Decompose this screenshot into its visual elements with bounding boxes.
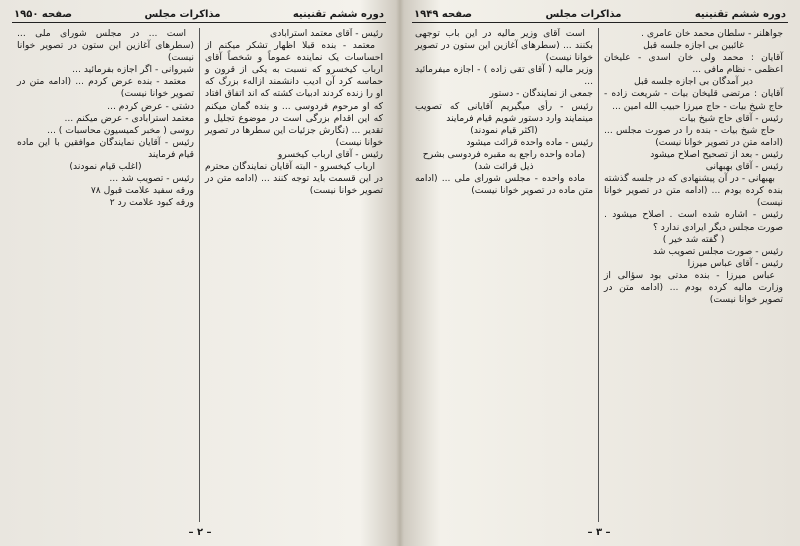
text-paragraph: ماده واحده - مجلس شورای ملی ... (ادامه متن ماده در تصویر خوانا نیست) [415,173,593,197]
text-line: رئیس - آقای بهبهانی [705,161,783,173]
right-page-number: صفحه ۱۹۴۹ [414,8,473,20]
text-paragraph: ارباب کیخسرو - البته آقایان نمایندگان محترم در این قسمت باید توجه کنند ... (ادامه متن در تصویر خوانا نیست) [205,161,383,197]
text-line: رئیس - آقایان نمایندگان موافقین با این ماده قیام فرمایند [17,136,194,160]
left-page-left-column [12,28,200,522]
text-line: (اکثر قیام نمودند) [470,124,538,136]
text-line: دشتی - عرض کردم ... [107,100,194,112]
text-line: روسی ( مخبر کمیسیون محاسبات ) ... [47,124,194,136]
text-paragraph: است ... در مجلس شورای ملی ... (سطرهای آغازین این ستون در تصویر خوانا نیست) [17,28,194,64]
text-paragraph: معتمد - بنده عرض کردم ... (ادامه متن در تصویر خوانا نیست) [17,76,194,100]
text-paragraph: آقایان : محمد ولی خان اسدی - علیخان اعظمی - نظام مافی ... [604,52,783,76]
text-line: معتمد استرابادی - عرض میکنم ... [64,112,194,124]
text-line: رئیس - ماده واحده قرائت میشود [466,136,593,148]
text-line: دیر آمدگان بی اجازه جلسه قبل [634,76,753,88]
left-page-right-column [200,28,388,522]
left-page-header [12,6,386,23]
text-line: (ماده واحده راجع به مقبره فردوسی بشرح ذیل قرائت شد) [422,148,586,173]
text-paragraph: معتمد - بنده قبلا اظهار تشکر میکنم از احساسات یک نماینده عموماً و شخصاً آقای ارباب کیخسرو که نسبت به یکی از قرون و حماسه کرد آن ادیب دانشمند ازالهء بزرگ که او را زنده کردند ادبیات کشته که اند اتفاق افتاد که او مرحوم فردوسی ... و بنده گمان میکنم که این اقدام بزرگی است در موضوع تجلیل و تقدیر ... (نگارش جزئیات این سطرها در تصویر خوانا نیست) [205,40,383,148]
left-center-title: مذاکرات مجلس [144,8,221,20]
right-page [406,6,792,540]
text-line: (اغلب قیام نمودند) [69,161,142,173]
text-paragraph: بهبهانی - در آن پیشنهادی که در جلسه گذشته بنده کرده بودم ... (ادامه متن در تصویر خوانا نیست) [604,173,783,209]
text-line: شیروانی - اگر اجازه بفرمائید ... [72,64,194,76]
text-paragraph: حاج شیخ بیات - بنده را در صورت مجلس ... (ادامه متن در تصویر خوانا نیست) [604,124,783,148]
text-paragraph: است آقای وزیر مالیه در این باب توجهی بکنند ... (سطرهای آغازین این ستون در تصویر خوانا نیست) [415,28,593,64]
text-line: رئیس - اشاره شده است . اصلاح میشود . صورت مجلس دیگر ایرادی ندارد ؟ [604,209,783,233]
right-page-footer: – ۳ – [587,527,611,538]
text-line: رئیس - بعد از تصحیح اصلاح میشود [650,148,783,160]
right-center-title: مذاکرات مجلس [545,8,622,20]
left-page-number: صفحه ۱۹۵۰ [14,8,73,20]
text-line: وزیر مالیه ( آقای تقی زاده ) - اجازه میفرمائید ... [415,64,593,88]
left-session-title: دوره ششم تقنینیه [292,8,384,20]
text-line: ( گفته شد خیر ) [662,233,725,245]
left-page-columns [12,28,388,522]
text-paragraph: عباس میرزا - بنده مدتی بود سؤالی از وزارت مالیه کرده بودم ... (ادامه متن در تصویر خوانا نیست) [604,269,783,306]
text-line: ورقه کبود علامت رد ۲ [109,197,194,209]
text-line: غائبین بی اجازه جلسه قبل [643,40,744,52]
right-page-right-column [599,28,788,522]
text-line: رئیس - رأی میگیریم آقایانی که تصویب مینمایند وارد دستور شویم قیام فرمایند [415,100,593,124]
left-page-footer: – ۲ – [188,527,212,538]
text-line: رئیس - آقای ارباب کیخسرو [277,148,383,160]
right-session-title: دوره ششم تقنینیه [694,8,786,20]
right-page-left-column [410,28,599,522]
text-line: رئیس - آقای حاج شیخ بیات [679,112,783,124]
right-page-columns [410,28,788,522]
left-page [8,6,392,540]
text-line: رئیس - صورت مجلس تصویب شد [652,245,783,257]
text-paragraph: آقایان : مرتضی قلیخان بیات - شریعت زاده - حاج شیخ بیات - حاج میرزا حبیب الله امین ... [604,88,783,112]
text-line: رئیس - آقای عباس میرزا [687,257,783,269]
text-line: جواهلنر - سلطان محمد خان عامری . [641,28,783,39]
right-page-header [412,6,788,23]
text-line: رئیس - تصویب شد ... [109,173,194,185]
text-line: رئیس - آقای معتمد استرابادی [270,28,383,39]
text-line: ورقه سفید علامت قبول ۷۸ [90,185,194,197]
text-line: جمعی از نمایندگان - دستور [489,88,593,100]
